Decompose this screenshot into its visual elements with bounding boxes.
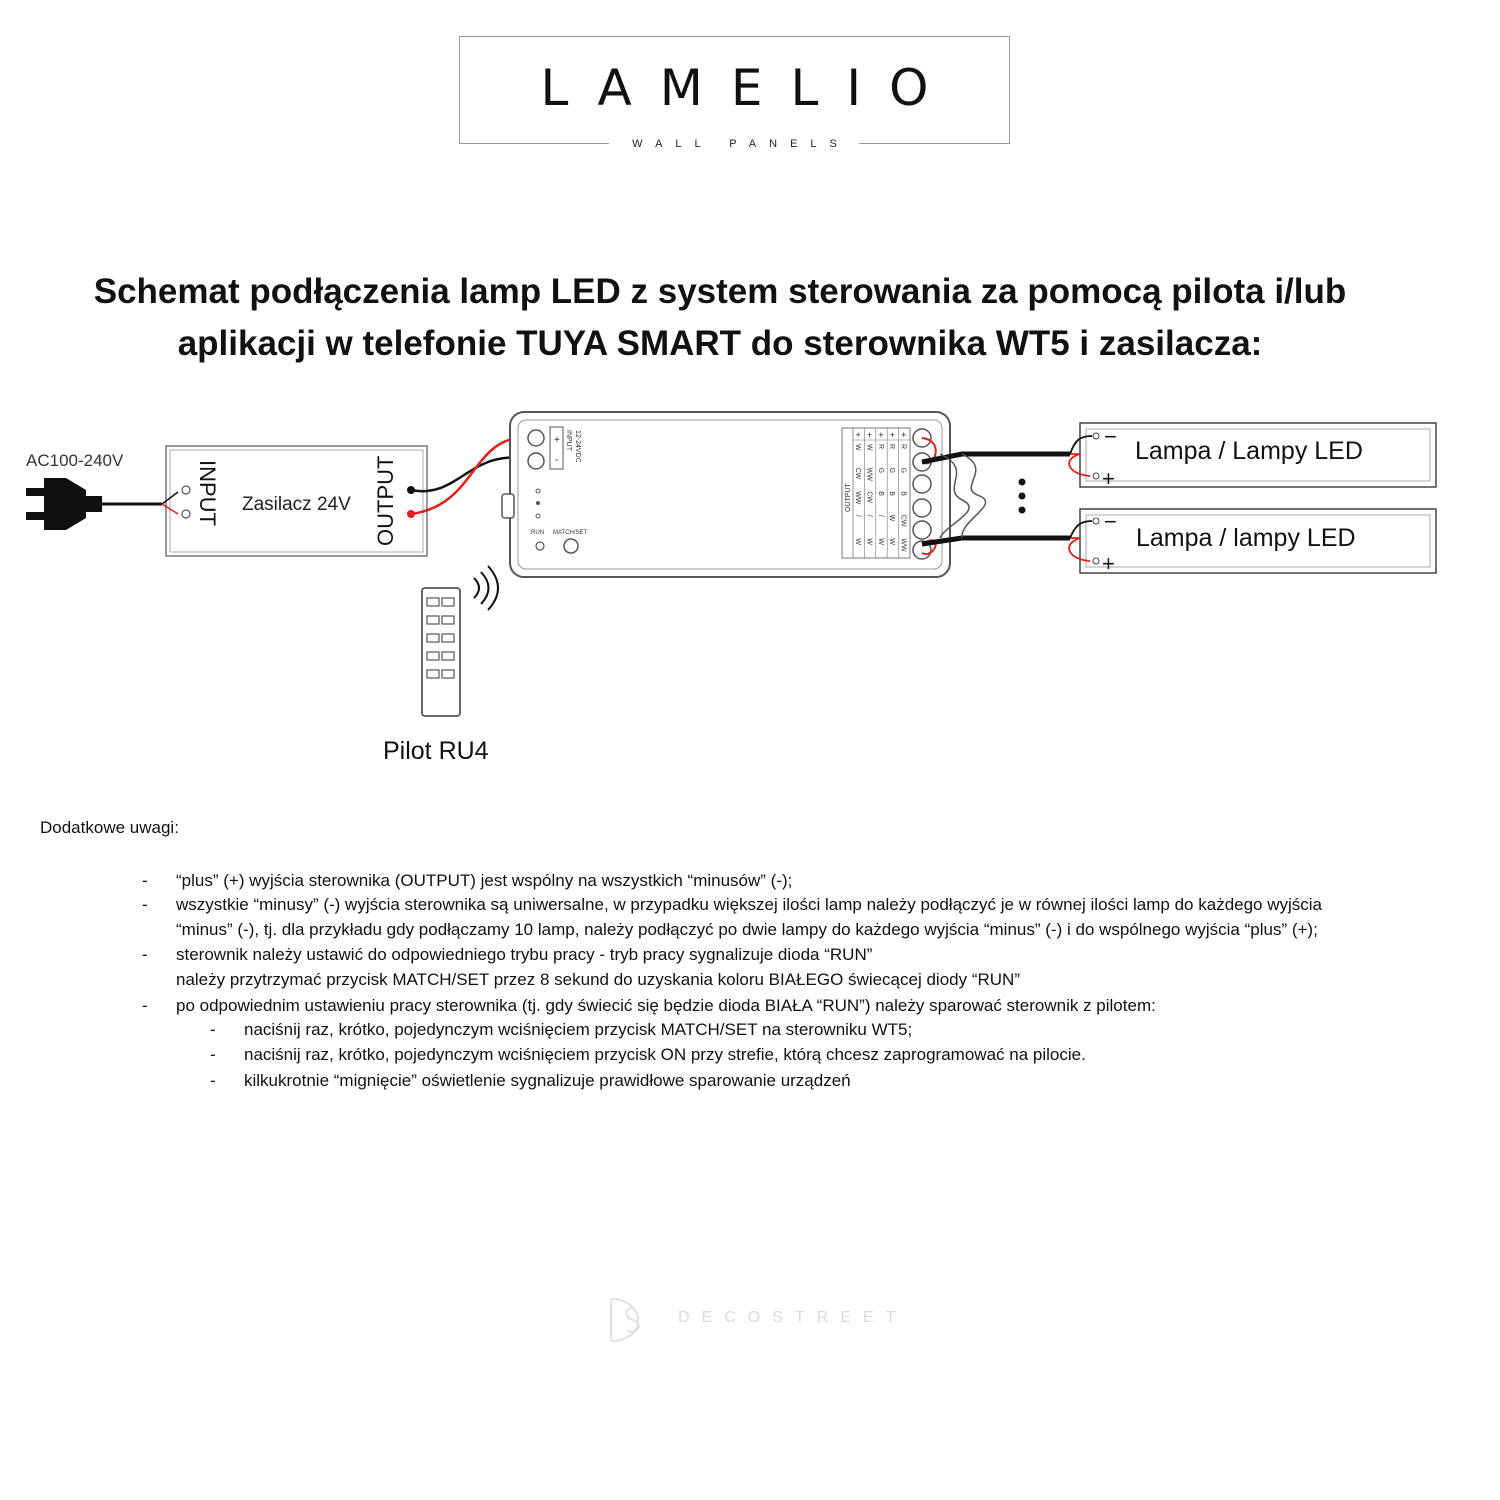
sub-bullet-1: - — [210, 1020, 216, 1039]
watermark — [605, 1295, 925, 1345]
match-set-label: MATCH/SET — [553, 530, 588, 536]
controller-input-label: INPUT — [565, 430, 572, 451]
bullet-2: - — [142, 895, 148, 914]
psu-output-label: OUTPUT — [373, 455, 398, 546]
terminal-screw-icon — [913, 521, 931, 539]
terminal-label: B — [899, 491, 907, 496]
remote-button-icon — [442, 634, 454, 642]
lamp1-plus: + — [1102, 466, 1115, 491]
bullet-1: - — [142, 871, 148, 890]
terminal-label: R — [888, 444, 896, 450]
terminal-plus: + — [901, 430, 907, 440]
title-line-1: Schemat podłączenia lamp LED z system sterowania za pomocą pilota i/lub — [93, 272, 1347, 311]
terminal-label: W — [876, 538, 884, 546]
controller-plus: + — [554, 435, 560, 446]
power-plug-icon — [26, 478, 162, 530]
terminal-plus: + — [855, 430, 861, 440]
note-item-3: sterownik należy ustawić do odpowiedniego trybu pracy - tryb pracy sygnalizuje dioda “RUN” — [176, 945, 873, 964]
note-item-3-cont: należy przytrzymać przycisk MATCH/SET przez 8 sekund do uzyskania koloru BIAŁEGO świecącej diody “RUN” — [176, 970, 1020, 989]
remote-button-icon — [442, 670, 454, 678]
remote-button-icon — [427, 670, 439, 678]
bullet-4: - — [142, 996, 148, 1015]
terminal-label: B — [876, 491, 884, 496]
lamp-2 — [1069, 509, 1436, 576]
terminal-screw-icon — [913, 499, 931, 517]
lamp2-cable — [922, 538, 1070, 544]
terminal-label: / — [854, 514, 861, 517]
terminal-plus: + — [889, 430, 895, 440]
note-item-2: wszystkie “minusy” (-) wyjścia sterownika są uniwersalne, w przypadku większej ilości lamp należy podłączyć je w równej ilości lamp do każdego wyjścia — [176, 895, 1323, 914]
watermark-monogram-icon — [605, 1295, 655, 1345]
remote-button-icon — [442, 652, 454, 660]
remote-button-icon — [427, 652, 439, 660]
controller-input-voltage: 12-24VDC — [574, 430, 581, 463]
controller-wt5 — [502, 412, 950, 577]
note-subitem-3: kilkukrotnie “mignięcie” oświetlenie sygnalizuje prawidłowe sparowanie urządzeń — [244, 1071, 851, 1090]
lamp2-minus: − — [1104, 509, 1117, 534]
terminal-plus: + — [878, 430, 884, 440]
more-lamps-dot-3 — [1019, 507, 1026, 514]
remote-label: Pilot RU4 — [383, 737, 489, 765]
terminal-label: W — [865, 444, 873, 451]
terminal-label: W — [854, 538, 861, 546]
remote-control-icon — [422, 566, 498, 716]
terminal-label: WW — [865, 467, 873, 481]
more-lamps-dot-2 — [1019, 493, 1026, 500]
note-subitem-2: naciśnij raz, krótko, pojedynczym wciśnięciem przycisk ON przy strefie, którą chcesz zaprogramować na pilocie. — [244, 1045, 1086, 1064]
controller-minus: - — [555, 455, 559, 466]
note-item-2-cont: “minus” (-), tj. dla przykładu gdy podłączamy 10 lamp, należy podłączyć po dwie lampy do każdego wyjścia “minus” (-) i do wspólnego wyjścia “plus” (+); — [176, 920, 1318, 939]
note-subitem-1: naciśnij raz, krótko, pojedynczym wciśnięciem przycisk MATCH/SET na sterowniku WT5; — [244, 1020, 913, 1039]
remote-button-icon — [427, 634, 439, 642]
terminal-label: WW — [854, 491, 861, 505]
terminal-label: B — [888, 491, 896, 496]
sub-bullet-2: - — [210, 1045, 216, 1064]
lamp2-plus: + — [1102, 551, 1115, 576]
logo-tagline: WALL PANELS — [632, 138, 850, 150]
terminal-plus: + — [866, 430, 873, 440]
sub-bullet-3: - — [210, 1071, 216, 1090]
terminal-label: / — [876, 514, 884, 517]
controller-output-label: OUTPUT — [845, 483, 852, 512]
remote-button-icon — [427, 616, 439, 624]
terminal-label: W — [888, 514, 896, 522]
watermark-text: DECOSTREET — [678, 1309, 908, 1326]
terminal-label: G — [888, 467, 896, 474]
remote-button-icon — [442, 616, 454, 624]
lamp-1 — [1069, 423, 1436, 491]
terminal-label: W — [854, 444, 861, 451]
note-item-4: po odpowiednim ustawieniu pracy sterownika (tj. gdy świecić się będzie dioda BIAŁA “RUN”) należy sparować sterownik z pilotem: — [176, 996, 1156, 1015]
psu-input-label: INPUT — [195, 460, 220, 526]
remote-button-icon — [442, 598, 454, 606]
remote-button-icon — [427, 598, 439, 606]
psu-name: Zasilacz 24V — [242, 494, 351, 515]
run-label: RUN — [531, 530, 544, 536]
bullet-3: - — [142, 945, 148, 964]
mains-label: AC100-240V — [26, 451, 124, 470]
note-item-1: “plus” (+) wyjścia sterownika (OUTPUT) jest wspólny na wszystkich “minusów” (-); — [176, 871, 793, 890]
terminal-label: WW — [899, 538, 907, 552]
terminal-label: R — [876, 444, 884, 450]
lamp1-minus: − — [1104, 424, 1117, 449]
terminal-label: G — [876, 467, 884, 474]
logo-wordmark: LAMELIO — [540, 59, 957, 117]
terminal-screw-icon — [913, 475, 931, 493]
terminal-label: CW — [865, 491, 873, 503]
more-lamps-dot-1 — [1019, 479, 1026, 486]
terminal-label: / — [865, 514, 873, 517]
terminal-label: CW — [899, 514, 907, 527]
terminal-grid — [853, 428, 910, 558]
title-line-2: aplikacji w telefonie TUYA SMART do sterownika WT5 i zasilacza: — [177, 324, 1263, 363]
terminal-label: G — [899, 467, 907, 474]
lamp1-label: Lampa / Lampy LED — [1135, 437, 1363, 465]
terminal-label: W — [865, 538, 873, 546]
lamp2-label: Lampa / lampy LED — [1136, 524, 1356, 552]
terminal-label: R — [899, 444, 907, 450]
terminal-label: CW — [854, 467, 861, 480]
terminal-label: W — [888, 538, 896, 546]
power-supply — [162, 446, 427, 556]
notes-heading: Dodatkowe uwagi: — [40, 818, 179, 837]
